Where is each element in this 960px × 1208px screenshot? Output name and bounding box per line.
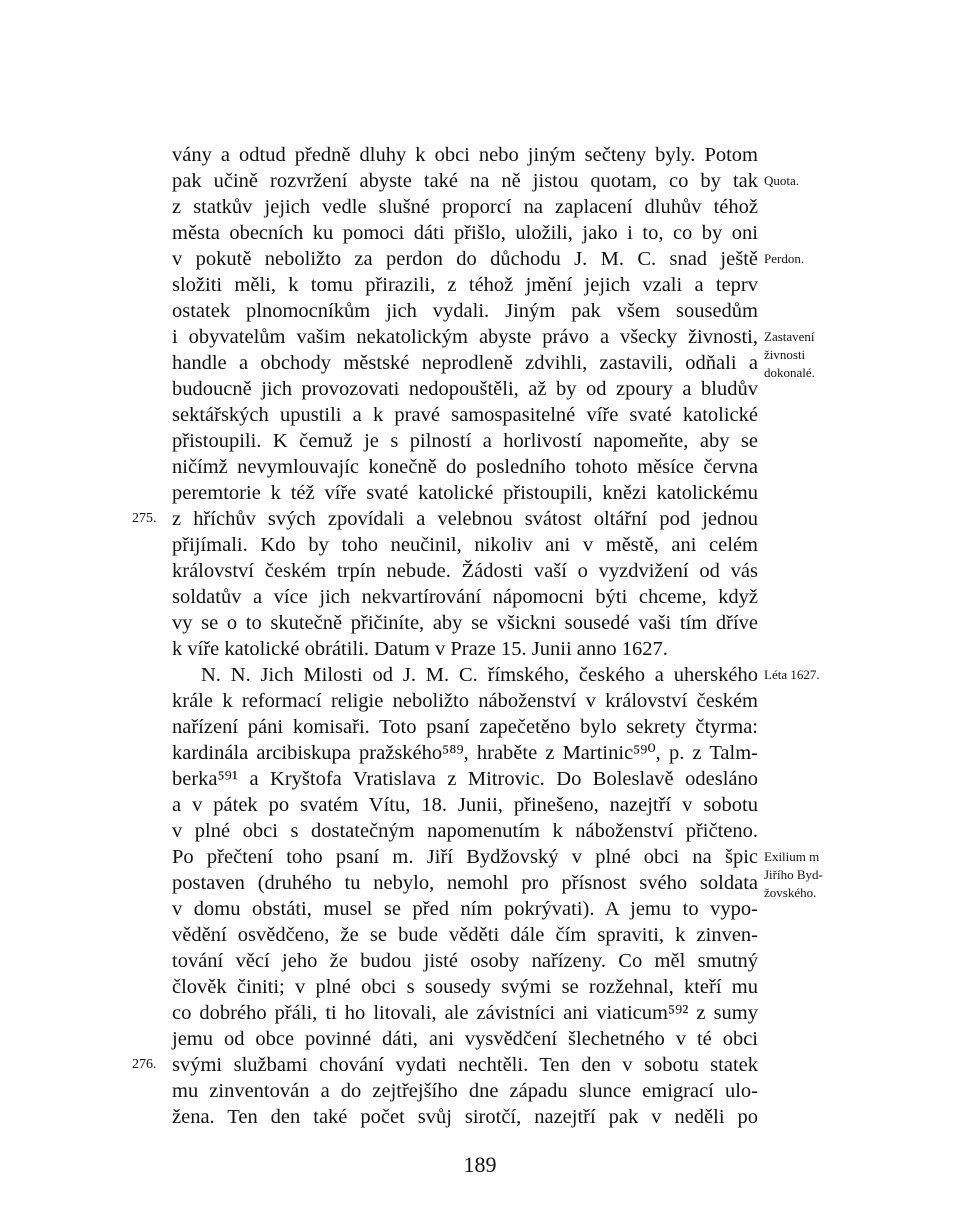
text-line: budoucně jich provozovati nedopouštěli, až by od zpoury a bludův xyxy=(172,378,758,400)
margin-note: Exilium m xyxy=(764,849,820,864)
text-line: přistoupili. K čemuž je s pilností a horlivostí napomeňte, aby se xyxy=(172,430,758,452)
text-line: sektářských upustili a k pravé samospasitelné víře svaté katolické xyxy=(172,404,758,426)
text-line: žena. Ten den také počet svůj sirotčí, nazejtří pak v neděli po xyxy=(172,1106,758,1128)
text-line: krále k reformací religie neboližto náboženství v království českém xyxy=(172,690,758,712)
text-line: z hříchův svých zpovídali a velebnou svátost oltářní pod jednou xyxy=(172,508,758,530)
page-number: 189 xyxy=(463,1152,497,1177)
text-line: ničímž nevymlouvajíc konečně do posledního tohoto měsíce června xyxy=(172,456,758,478)
text-line: soldatův a více jich nekvartírování nápomocni býti chceme, když xyxy=(172,586,758,608)
margin-note: Jiřího Byd- xyxy=(764,867,823,882)
text-line: člověk činiti; v plné obci s sousedy svými se rozžehnal, kteří mu xyxy=(172,976,758,998)
text-line: království českém trpín nebude. Žádosti vaší o vyzdvižení od vás xyxy=(172,560,758,582)
text-line: berka⁵⁹¹ a Kryštofa Vratislava z Mitrovic. Do Boleslavě odesláno xyxy=(172,768,758,790)
margin-note: Léta 1627. xyxy=(764,667,820,682)
margin-note: žovského. xyxy=(764,885,817,900)
text-line: N. N. Jich Milosti od J. M. C. římského, českého a uherského xyxy=(201,664,758,686)
text-line: co dobrého přáli, ti ho litovali, ale závistníci ani viaticum⁵⁹² z sumy xyxy=(172,1002,758,1024)
margin-note: Quota. xyxy=(764,173,800,188)
line-number: 276. xyxy=(132,1057,157,1072)
text-line: v pokutě neboližto za perdon do důchodu J. M. C. snad ještě xyxy=(172,248,758,270)
text-line: tování věcí jeho že budou jisté osoby nařízeny. Co měl smutný xyxy=(172,950,758,972)
margin-note: Zastavení xyxy=(764,329,815,344)
line-number: 275. xyxy=(132,511,157,526)
margin-note: Perdon. xyxy=(764,251,805,266)
text-line: v plné obci s dostatečným napomenutím k náboženství přičteno. xyxy=(172,820,758,842)
text-line: i obyvatelům vašim nekatolickým abyste právo a všecky živnosti, xyxy=(172,326,758,348)
text-line: Po přečtení toho psaní m. Jiří Bydžovský v plné obci na špic xyxy=(172,846,758,868)
margin-note: živnosti xyxy=(764,347,806,362)
text-line: handle a obchody městské neprodleně zdvihli, zastavili, odňali a xyxy=(172,352,758,374)
text-line: svými službami chování vydati nechtěli. Ten den v sobotu statek xyxy=(172,1054,758,1076)
text-line: pak učině rozvržení abyste také na ně jistou quotam, co by tak xyxy=(172,170,758,192)
text-line: postaven (druhého tu nebylo, nemohl pro přísnost svého soldata xyxy=(172,872,758,894)
text-line: složiti měli, k tomu přirazili, z téhož jmění jejich vzali a teprv xyxy=(172,274,758,296)
text-line: a v pátek po svatém Vítu, 18. Junii, přinešeno, nazejtří v sobotu xyxy=(172,794,758,816)
text-line: v domu obstáti, musel se před ním pokrývati). A jemu to vypo- xyxy=(172,898,758,920)
text-line: vány a odtud předně dluhy k obci nebo jiným sečteny byly. Potom xyxy=(172,144,758,166)
text-line: přijímali. Kdo by toho neučinil, nikoliv ani v městě, ani celém xyxy=(172,534,758,556)
text-line: vědění osvědčeno, že se bude věděti dále čím spraviti, k zinven- xyxy=(172,924,758,946)
text-line: vy se o to skutečně přičiníte, aby se všickni sousedé vaši tím dříve xyxy=(172,612,758,634)
text-line: ostatek plnomocníkům jich vydali. Jiným pak všem sousedům xyxy=(172,300,758,322)
text-line: k víře katolické obrátili. Datum v Praze 15. Junii anno 1627. xyxy=(172,638,668,660)
text-line: jemu od obce povinné dáti, ani vysvědčení šlechetného v té obci xyxy=(172,1028,758,1050)
text-line: mu zinventován a do zejtřejšího dne západu slunce emigrací ulo- xyxy=(172,1080,758,1102)
text-line: z statkův jejich vedle slušné proporcí na zaplacení dluhův téhož xyxy=(172,196,758,218)
text-line: nařízení páni komisaři. Toto psaní zapečetěno bylo sekrety čtyrma: xyxy=(172,716,758,738)
text-line: peremtorie k též víře svaté katolické přistoupili, knězi katolickému xyxy=(172,482,758,504)
text-line: města obecních ku pomoci dáti přišlo, uložili, jako i to, co by oni xyxy=(172,222,758,244)
text-line: kardinála arcibiskupa pražského⁵⁸⁹, hraběte z Martinic⁵⁹⁰, p. z Talm- xyxy=(172,742,758,764)
margin-note: dokonalé. xyxy=(764,365,815,380)
